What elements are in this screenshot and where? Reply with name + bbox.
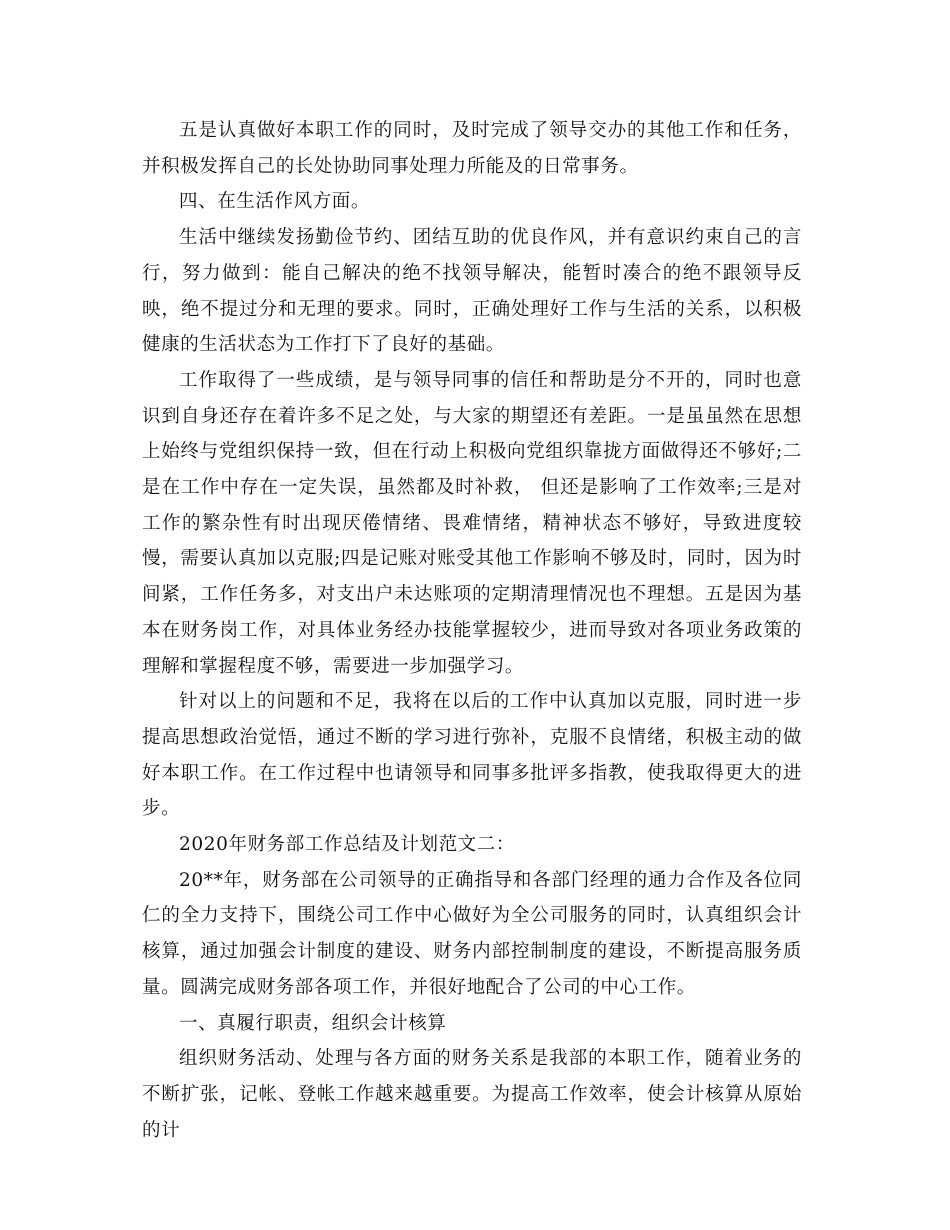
paragraph: 针对以上的问题和不足，我将在以后的工作中认真加以克服，同时进一步提高思想政治觉悟，通过不断的学习进行弥补，克服不良情绪，积极主动的做好本职工作。在工作过程中也请领导和同事多批评多指教，使我取得更大的进步。 [142,691,802,820]
section-heading: 四、在生活作风方面。 [179,191,371,213]
paragraph: 工作取得了一些成绩，是与领导同事的信任和帮助是分不开的，同时也意识到自身还存在着许多不足之处，与大家的期望还有差距。一是虽虽然在思想上始终与党组织保持一致，但在行动上积极向党组织靠拢方面做得还不够好;二是在工作中存在一定失误，虽然都及时补救， 但还是影响了工作效率;三是对工作的繁杂性有时出现厌倦情绪、畏难情绪，精神状态不够好，导致进度较慢，需要认真加以克服;四是记账对账受其他工作影响不够及时，同时，因为时间紧，工作任务多，对支出户未达账项的定期清理情况也不理想。五是因为基本在财务岗工作，对具体业务经办技能掌握较少，进而导致对各项业务政策的理解和掌握程度不够，需要进一步加强学习。 [142,369,802,677]
paragraph: 组织财务活动、处理与各方面的财务关系是我部的本职工作，随着业务的不断扩张，记帐、登帐工作越来越重要。为提高工作效率，使会计核算从原始的计 [142,1048,802,1141]
paragraph: 生活中继续发扬勤俭节约、团结互助的优良作风，并有意识约束自己的言行，努力做到：能自己解决的绝不找领导解决，能暂时凑合的绝不跟领导反映，绝不提过分和无理的要求。同时，正确处理好工作与生活的关系，以积极健康的生活状态为工作打下了良好的基础。 [142,227,802,356]
paragraph: 五是认真做好本职工作的同时，及时完成了领导交办的其他工作和任务，并积极发挥自己的长处协助同事处理力所能及的日常事务。 [142,120,802,177]
document-body [142,113,802,1148]
section-heading: 2020年财务部工作总结及计划范文二： [179,834,515,856]
paragraph: 20**年，财务部在公司领导的正确指导和各部门经理的通力合作及各位同仁的全力支持下，围绕公司工作中心做好为全公司服务的同时，认真组织会计核算，通过加强会计制度的建设、财务内部控制制度的建设，不断提高服务质量。圆满完成财务部各项工作，并很好地配合了公司的中心工作。 [142,869,802,998]
section-heading: 一、真履行职责，组织会计核算 [179,1012,447,1034]
